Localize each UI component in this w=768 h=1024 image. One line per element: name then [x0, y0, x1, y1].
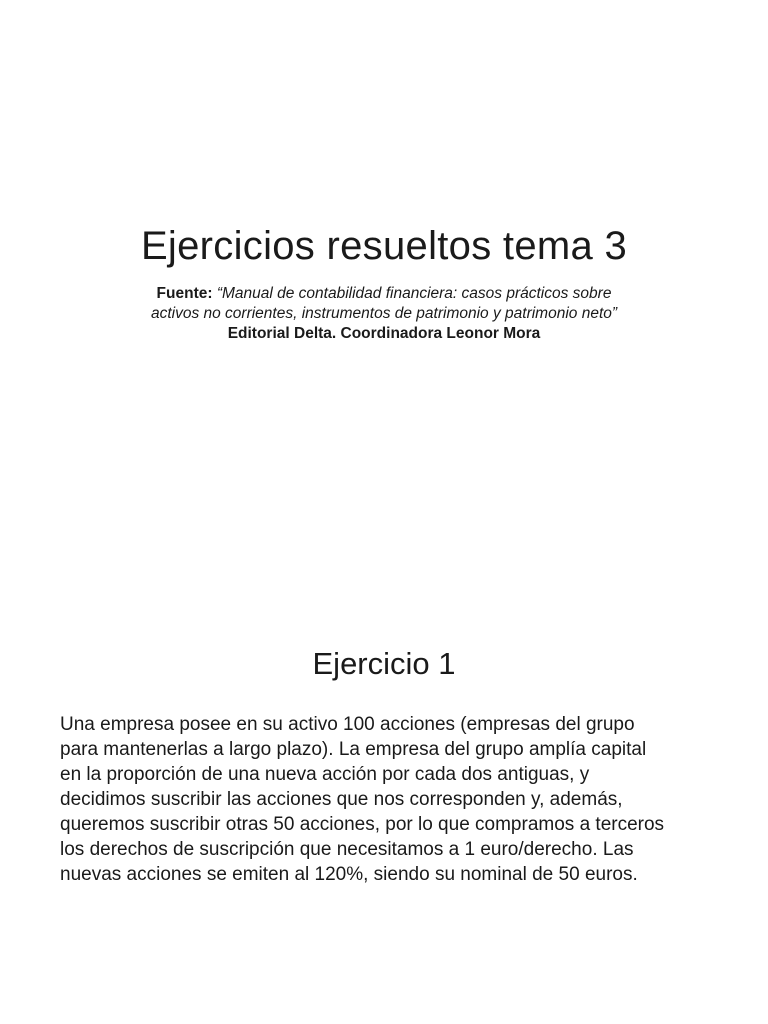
statement-line: en la proporción de una nueva acción por cada dos antiguas, y	[60, 764, 590, 785]
exercise-slide	[0, 512, 768, 1024]
source-citation	[60, 284, 708, 344]
source-book-line-1: “Manual de contabilidad financiera: casos prácticos sobre	[216, 285, 612, 302]
statement-line: para mantenerlas a largo plazo). La empresa del grupo amplía capital	[60, 739, 647, 760]
source-book-line-2: activos no corrientes, instrumentos de patrimonio y patrimonio neto”	[150, 305, 618, 322]
source-label: Fuente:	[156, 285, 213, 302]
statement-line: los derechos de suscripción que necesitamos a 1 euro/derecho. Las	[60, 839, 634, 860]
statement-line: nuevas acciones se emiten al 120%, siendo su nominal de 50 euros.	[60, 864, 638, 885]
source-editorial: Editorial Delta. Coordinadora Leonor Mora	[227, 325, 541, 342]
statement-line: Una empresa posee en su activo 100 acciones (empresas del grupo	[60, 714, 635, 735]
statement-line: queremos suscribir otras 50 acciones, por lo que compramos a terceros	[60, 814, 665, 835]
exercise-title: Ejercicio 1	[312, 646, 456, 681]
statement-line: decidimos suscribir las acciones que nos corresponden y, además,	[60, 789, 623, 810]
exercise-statement	[60, 712, 720, 887]
document-title: Ejercicios resueltos tema 3	[140, 224, 628, 268]
